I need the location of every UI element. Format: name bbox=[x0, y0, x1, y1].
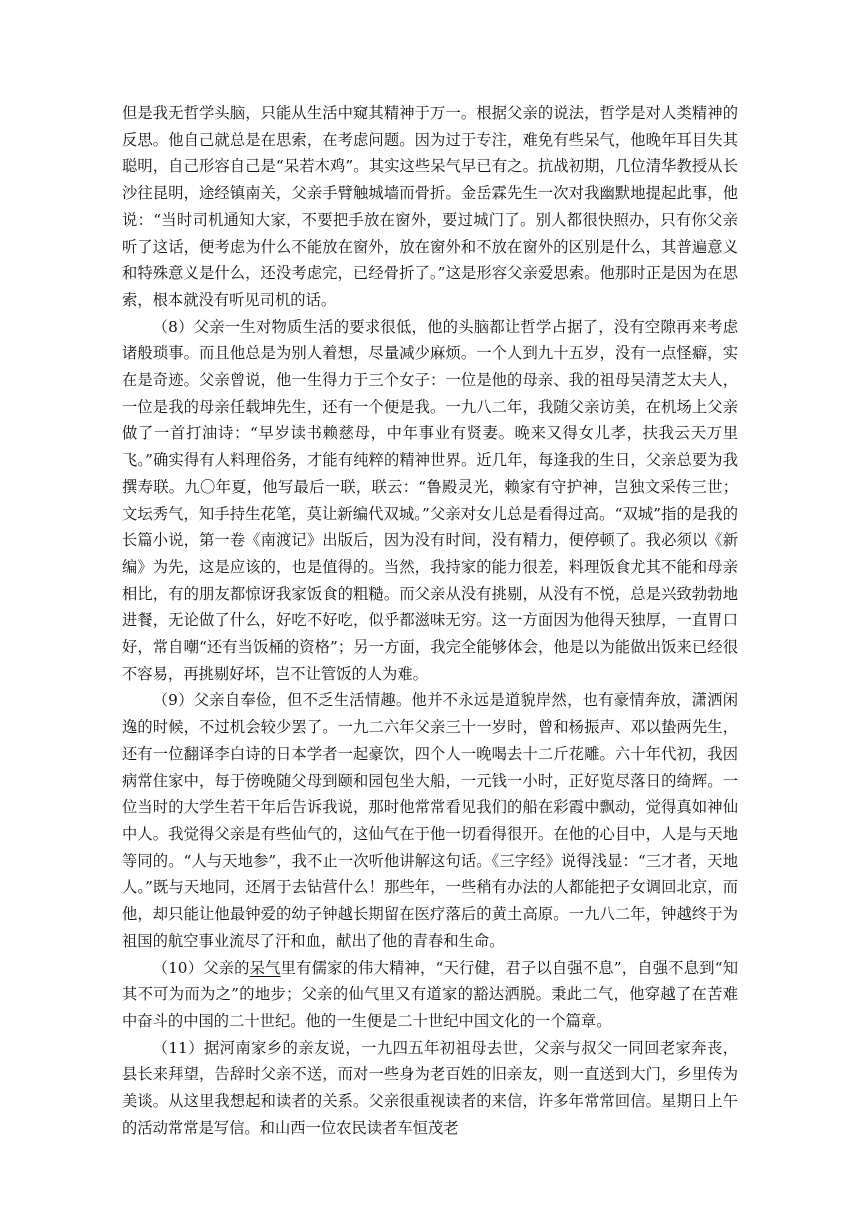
document-page bbox=[122, 100, 738, 1141]
paragraph-10-body: 里有儒家的伟大精神，“天行健，君子以自强不息”，自强不息到“知其不可为而为之”的地步；父亲的仙气里又有道家的豁达洒脱。秉此二气，他穿越了在苦难中奋斗的中国的二十世纪。他的一生便是二十世纪中国文化的一个篇章。 bbox=[122, 958, 738, 1030]
paragraph-10 bbox=[122, 955, 738, 1035]
paragraph-10-prefix: （10）父亲的 bbox=[152, 958, 250, 977]
paragraph-8: （8）父亲一生对物质生活的要求很低，他的头脑都让哲学占据了，没有空隙再来考虑诸般琐事。而且他总是为别人着想，尽量减少麻烦。一个人到九十五岁，没有一点怪癖，实在是奇迹。父亲曾说，他一生得力于三个女子：一位是他的母亲、我的祖母吴清芝太夫人，一位是我的母亲任载坤先生，还有一个便是我。一九八二年，我随父亲访美，在机场上父亲做了一首打油诗：“早岁读书赖慈母，中年事业有贤妻。晚来又得女儿孝，扶我云天万里飞。”确实得有人料理俗务，才能有纯粹的精神世界。近几年，每逢我的生日，父亲总要为我撰寿联。九〇年夏，他写最后一联，联云：“鲁殿灵光，赖家有守护神，岂独文采传三世；文坛秀气，知手持生花笔，莫让新编代双城。”父亲对女儿总是看得过高。“双城”指的是我的长篇小说，第一卷《南渡记》出版后，因为没有时间，没有精力，便停顿了。我必须以《新编》为先，这是应该的，也是值得的。当然，我持家的能力很差，料理饭食尤其不能和母亲相比，有的朋友都惊讶我家饭食的粗糙。而父亲从没有挑剔，从没有不悦，总是兴致勃勃地进餐，无论做了什么，好吃不好吃，似乎都滋味无穷。这一方面因为他得天独厚，一直胃口好，常自嘲“还有当饭桶的资格”；另一方面，我完全能够体会，他是以为能做出饭来已经很不容易，再挑剔好坏，岂不让管饭的人为难。 bbox=[122, 317, 738, 683]
underlined-term: 呆气 bbox=[249, 958, 281, 977]
paragraph-7-continued: 但是我无哲学头脑，只能从生活中窥其精神于万一。根据父亲的说法，哲学是对人类精神的反思。他自己就总是在思索，在考虑问题。因为过于专注，难免有些呆气，他晚年耳目失其聪明，自己形容自己是“呆若木鸡”。其实这些呆气早已有之。抗战初期，几位清华教授从长沙往昆明，途经镇南关，父亲手臂触城墙而骨折。金岳霖先生一次对我幽默地提起此事，他说：“当时司机通知大家，不要把手放在窗外，要过城门了。别人都很快照办，只有你父亲听了这话，便考虑为什么不能放在窗外，放在窗外和不放在窗外的区别是什么，其普遍意义和特殊意义是什么，还没考虑完，已经骨折了。”这是形容父亲爱思索。他那时正是因为在思索，根本就没有听见司机的话。 bbox=[122, 104, 738, 309]
paragraph-11: （11）据河南家乡的亲友说，一九四五年初祖母去世，父亲与叔父一同回老家奔丧，县长来拜望，告辞时父亲不送，而对一些身为老百姓的旧亲友，则一直送到大门，乡里传为美谈。从这里我想起和读者的关系。父亲很重视读者的来信，许多年常常回信。星期日上午的活动常常是写信。和山西一位农民读者车恒茂老 bbox=[122, 1038, 738, 1137]
paragraph-9: （9）父亲自奉俭，但不乏生活情趣。他并不永远是道貌岸然，也有豪情奔放，潇洒闲逸的时候，不过机会较少罢了。一九二六年父亲三十一岁时，曾和杨振声、邓以蛰两先生，还有一位翻译李白诗的日本学者一起豪饮，四个人一晚喝去十二斤花雕。六十年代初，我因病常住家中，每于傍晚随父母到颐和园包坐大船，一元钱一小时，正好览尽落日的绮辉。一位当时的大学生若干年后告诉我说，那时他常常看见我们的船在彩霞中飘动，觉得真如神仙中人。我觉得父亲是有些仙气的，这仙气在于他一切看得很开。在他的心目中，人是与天地等同的。“人与天地参”，我不止一次听他讲解这句话。《三字经》说得浅显：“三才者，天地人。”既与天地同，还屑于去钻营什么！那些年，一些稍有办法的人都能把子女调回北京，而他，却只能让他最钟爱的幼子钟越长期留在医疗落后的黄土高原。一九八二年，钟越终于为祖国的航空事业流尽了汗和血，献出了他的青春和生命。 bbox=[122, 691, 738, 950]
